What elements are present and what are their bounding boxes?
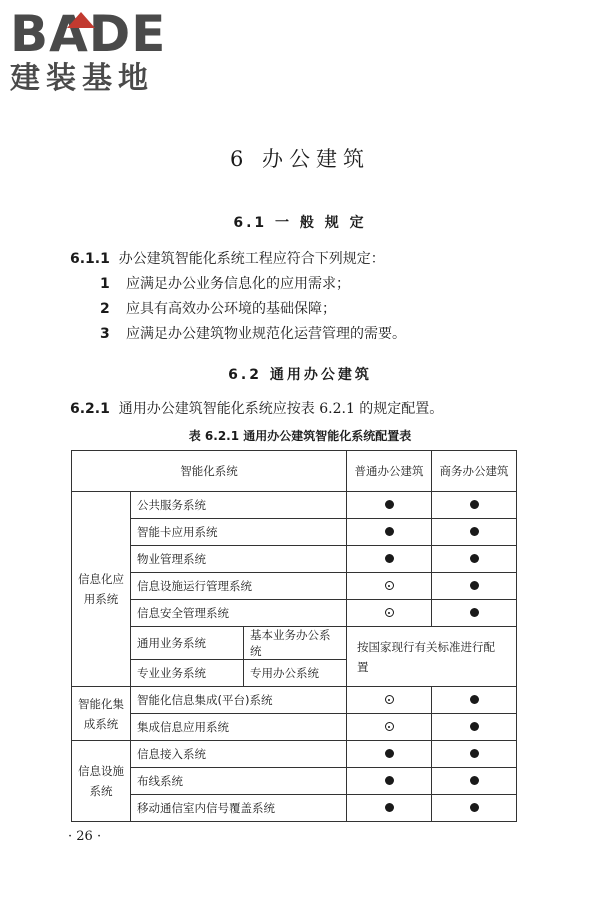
table-row [72,546,517,573]
optional-circle-icon [385,695,394,704]
optional-circle-icon [385,722,394,731]
mark-cell [432,768,517,795]
section-title-6-2: 6.2 通用办公建筑 [228,367,372,383]
item-text: 应具有高效办公环境的基础保障； [126,301,336,317]
clause-text: 办公建筑智能化系统工程应符合下列规定： [118,251,385,267]
mark-cell [347,687,432,714]
system-name: 通用业务系统 [131,627,244,660]
table-row [72,741,517,768]
system-name: 信息安全管理系统 [131,600,347,627]
mark-cell [347,768,432,795]
header-ordinary-office: 普通办公建筑 [347,451,432,492]
table-header-row [72,451,517,492]
mark-cell [347,600,432,627]
clause-number: 6.1.1 [70,251,110,267]
mark-cell [432,573,517,600]
clause-number: 6.2.1 [70,401,110,417]
logo-accent-triangle [67,12,95,28]
mark-cell [432,546,517,573]
system-name: 集成信息应用系统 [131,714,347,741]
page-number: · 26 · [68,829,102,844]
required-dot-icon [385,803,394,812]
mark-cell [432,741,517,768]
table-row [72,627,517,660]
mark-cell [432,600,517,627]
table-caption: 表 6.2.1 通用办公建筑智能化系统配置表 [188,429,412,443]
clause-6-1-1 [70,249,385,269]
required-dot-icon [470,749,479,758]
logo-wordmark: BADE [10,5,167,63]
table-row [72,714,517,741]
table-row [72,492,517,519]
required-dot-icon [470,776,479,785]
mark-cell [347,741,432,768]
item-text: 应满足办公建筑物业规范化运营管理的需要。 [126,326,406,342]
system-name: 布线系统 [131,768,347,795]
mark-cell [432,795,517,822]
system-name: 移动通信室内信号覆盖系统 [131,795,347,822]
required-dot-icon [470,527,479,536]
required-dot-icon [470,608,479,617]
list-item [100,299,336,319]
section-title-6-1: 6.1 一 般 规 定 [233,215,367,231]
required-dot-icon [470,722,479,731]
list-item [100,274,350,294]
mark-cell [432,492,517,519]
required-dot-icon [385,500,394,509]
header-business-office: 商务办公建筑 [432,451,517,492]
system-name: 智能卡应用系统 [131,519,347,546]
list-item [100,324,406,344]
table-row [72,687,517,714]
system-name: 公共服务系统 [131,492,347,519]
config-table [71,450,517,822]
mark-cell [347,795,432,822]
required-dot-icon [470,581,479,590]
mark-cell [432,687,517,714]
table-row [72,795,517,822]
optional-circle-icon [385,608,394,617]
required-dot-icon [470,803,479,812]
logo-subtitle: 建装基地 [10,61,154,96]
category-infrastructure: 信息设施系统 [72,741,131,822]
system-name: 智能化信息集成(平台)系统 [131,687,347,714]
mark-cell [347,546,432,573]
header-system: 智能化系统 [72,451,347,492]
system-name: 物业管理系统 [131,546,347,573]
category-integration: 智能化集成系统 [72,687,131,741]
required-dot-icon [385,776,394,785]
sub-system-name: 专用办公系统 [244,660,347,687]
required-dot-icon [385,527,394,536]
mark-cell [347,714,432,741]
required-dot-icon [385,749,394,758]
table-row [72,768,517,795]
table-row [72,573,517,600]
mark-cell [432,519,517,546]
required-dot-icon [385,554,394,563]
item-number: 1 [100,276,110,292]
brand-logo [10,6,190,96]
mark-cell [432,714,517,741]
item-text: 应满足办公业务信息化的应用需求； [126,276,350,292]
table-row [72,519,517,546]
required-dot-icon [470,554,479,563]
item-number: 3 [100,326,110,342]
system-name: 信息设施运行管理系统 [131,573,347,600]
system-name: 信息接入系统 [131,741,347,768]
optional-circle-icon [385,581,394,590]
mark-cell [347,492,432,519]
clause-text: 通用办公建筑智能化系统应按表 6.2.1 的规定配置。 [118,401,444,417]
sub-system-name: 基本业务办公系统 [244,627,347,660]
mark-cell [347,519,432,546]
item-number: 2 [100,301,110,317]
clause-6-2-1 [70,399,443,419]
split-note: 按国家现行有关标准进行配置 [347,627,517,687]
chapter-title: 6 办公建筑 [229,147,371,171]
required-dot-icon [470,695,479,704]
table-row [72,600,517,627]
mark-cell [347,573,432,600]
system-name: 专业业务系统 [131,660,244,687]
required-dot-icon [470,500,479,509]
category-info-app: 信息化应用系统 [72,492,131,687]
